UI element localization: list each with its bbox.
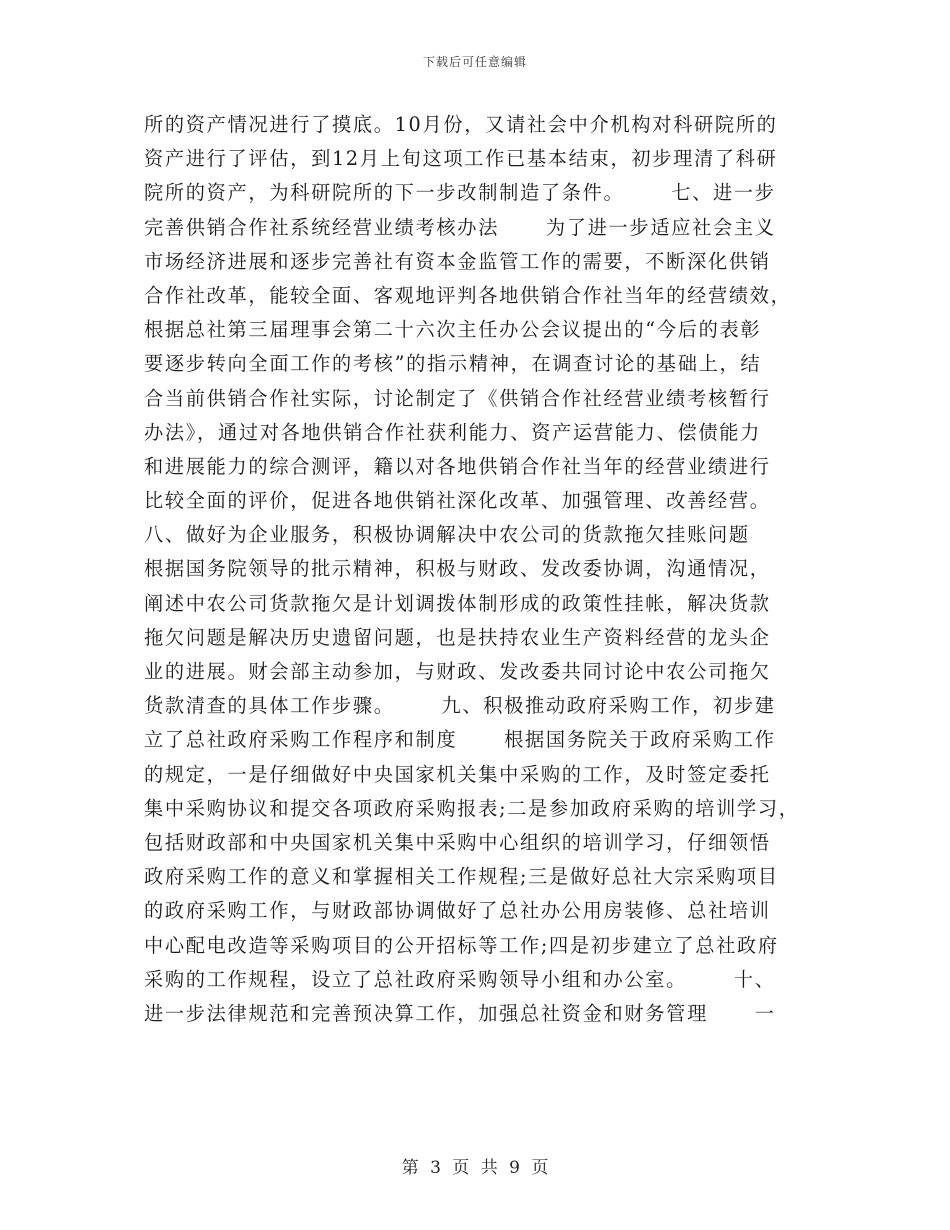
text-line: 合作社改革，能较全面、客观地评判各地供销合作社当年的经营绩效， [144,283,792,307]
text-line: 合当前供销合作社实际，讨论制定了《供销合作社经营业绩考核暂行 [144,386,771,410]
text-line: 阐述中农公司货款拖欠是计划调拨体制形成的政策性挂帐，解决货款 [144,591,771,615]
text-line: 八、做好为企业服务，积极协调解决中农公司的货款拖欠挂账问题 [144,523,750,547]
text-line: 要逐步转向全面工作的考核”的指示精神，在调查讨论的基础上，结 [144,352,762,376]
text-line: 办法》，通过对各地供销合作社获利能力、资产运营能力、偿债能力 [144,420,762,444]
text-line: 资产进行了评估，到12月上旬这项工作已基本结束，初步理清了科研 [144,147,778,171]
text-line: 包括财政部和中央国家机关集中采购中心组织的培训学习，仔细领悟 [144,830,771,854]
text-line: 的规定，一是仔细做好中央国家机关集中采购的工作，及时签定委托 [144,762,771,786]
text-line: 货款清查的具体工作步骤。 九、积极推动政府采购工作，初步建 [144,694,776,718]
text-line: 根据国务院领导的批示精神，积极与财政、发改委协调，沟通情况， [144,557,771,581]
text-line: 比较全面的评价，促进各地供销社深化改革、加强管理、改善经营。 [144,489,771,513]
text-line: 进一步法律规范和完善预决算工作，加强总社资金和财务管理 一 [144,1001,776,1025]
text-line: 院所的资产，为科研院所的下一步改制制造了条件。 七、进一步 [144,181,776,205]
text-line: 政府采购工作的意义和掌握相关工作规程;三是做好总社大宗采购项目 [144,865,779,889]
text-line: 拖欠问题是解决历史遗留问题，也是扶持农业生产资料经营的龙头企 [144,625,771,649]
text-line: 中心配电改造等采购项目的公开招标等工作;四是初步建立了总社政府 [144,933,779,957]
text-line: 集中采购协议和提交各项政府采购报表;二是参加政府采购的培训学习， [144,796,800,820]
text-line: 采购的工作规程，设立了总社政府采购领导小组和办公室。 十、 [144,967,776,991]
text-line: 所的资产情况进行了摸底。10月份，又请社会中介机构对科研院所的 [144,113,778,136]
page-number: 第 3 页 共 9 页 [401,1158,549,1178]
text-line: 立了总社政府采购工作程序和制度 根据国务院关于政府采购工作 [144,728,776,752]
text-line: 市场经济进展和逐步完善社有资本金监管工作的需要，不断深化供销 [144,249,771,273]
text-line: 和进展能力的综合测评，籍以对各地供销合作社当年的经营业绩进行 [144,454,771,478]
text-line: 完善供销合作社系统经营业绩考核办法 为了进一步适应社会主义 [144,215,776,239]
text-line: 根据总社第三届理事会第二十六次主任办公会议提出的“今后的表彰 [144,318,762,342]
body-text [144,108,814,1031]
header-note: 下载后可任意编辑 [422,55,527,69]
text-line: 的政府采购工作，与财政部协调做好了总社办公用房装修、总社培训 [144,899,771,923]
text-line: 业的进展。财会部主动参加，与财政、发改委共同讨论中农公司拖欠 [144,660,771,683]
